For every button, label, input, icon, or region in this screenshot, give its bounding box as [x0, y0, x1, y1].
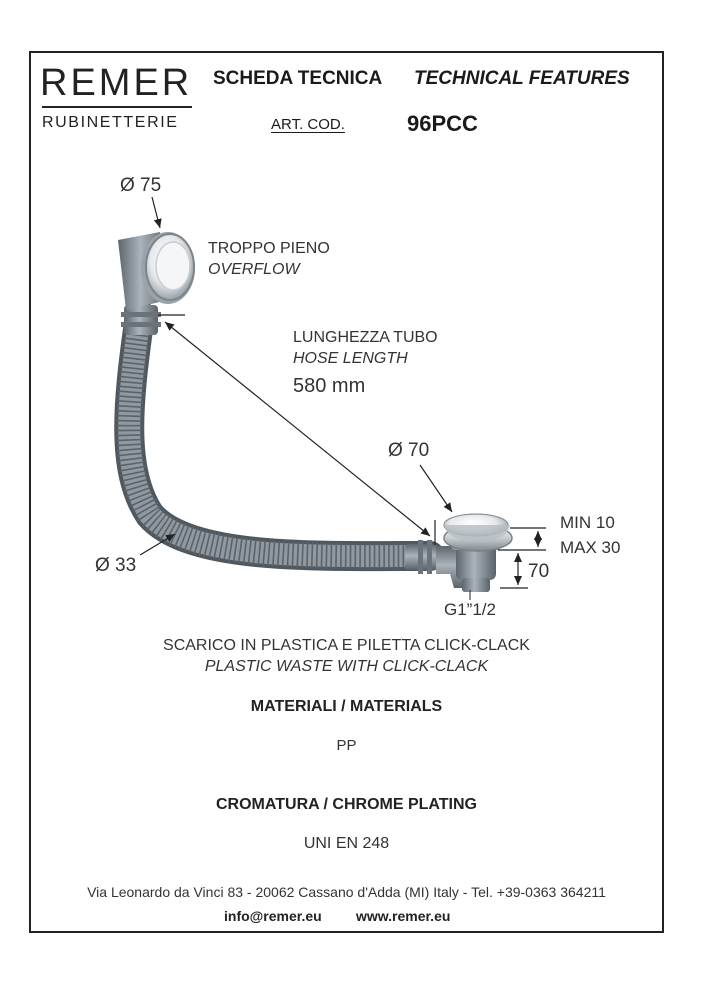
materials-heading: MATERIALI / MATERIALS: [250, 698, 443, 715]
waste-trap: [405, 514, 512, 592]
article-code: 96PCC: [407, 111, 478, 136]
materials-value: PP: [336, 737, 357, 754]
description-it: SCARICO IN PLASTICA E PILETTA CLICK-CLACK: [163, 637, 530, 654]
min-height-label: MIN 10: [560, 513, 615, 532]
article-code-label: ART. COD.: [271, 116, 345, 133]
hose-diameter-label: Ø 33: [95, 555, 137, 576]
thread-label: G1”1/2: [444, 600, 496, 619]
footer-website[interactable]: www.remer.eu: [356, 908, 451, 924]
brand-subtitle: RUBINETTERIE: [42, 114, 179, 131]
footer-email[interactable]: info@remer.eu: [224, 908, 322, 924]
hose-length-label-en: HOSE LENGTH: [293, 350, 408, 367]
max-height-label: MAX 30: [560, 538, 621, 557]
overflow-assembly: [118, 232, 195, 335]
brand-logo: REMER: [40, 62, 193, 104]
footer-address: Via Leonardo da Vinci 83 - 20062 Cassano d'Adda (MI) Italy - Tel. +39-0363 364211: [87, 884, 606, 900]
title-italian: SCHEDA TECNICA: [213, 68, 383, 89]
title-english: TECHNICAL FEATURES: [414, 68, 630, 89]
description-en: PLASTIC WASTE WITH CLICK-CLACK: [204, 658, 489, 675]
hose-length-value: 580 mm: [293, 375, 366, 397]
plating-heading: CROMATURA / CHROME PLATING: [215, 796, 477, 813]
overflow-label-en: OVERFLOW: [208, 261, 300, 278]
plating-value: UNI EN 248: [303, 835, 390, 852]
waste-diameter-label: Ø 70: [388, 440, 430, 461]
trap-height-label: 70: [528, 561, 550, 582]
overflow-label-it: TROPPO PIENO: [208, 240, 330, 257]
overflow-diameter-label: Ø 75: [120, 175, 162, 196]
hose-length-label-it: LUNGHEZZA TUBO: [293, 329, 438, 346]
